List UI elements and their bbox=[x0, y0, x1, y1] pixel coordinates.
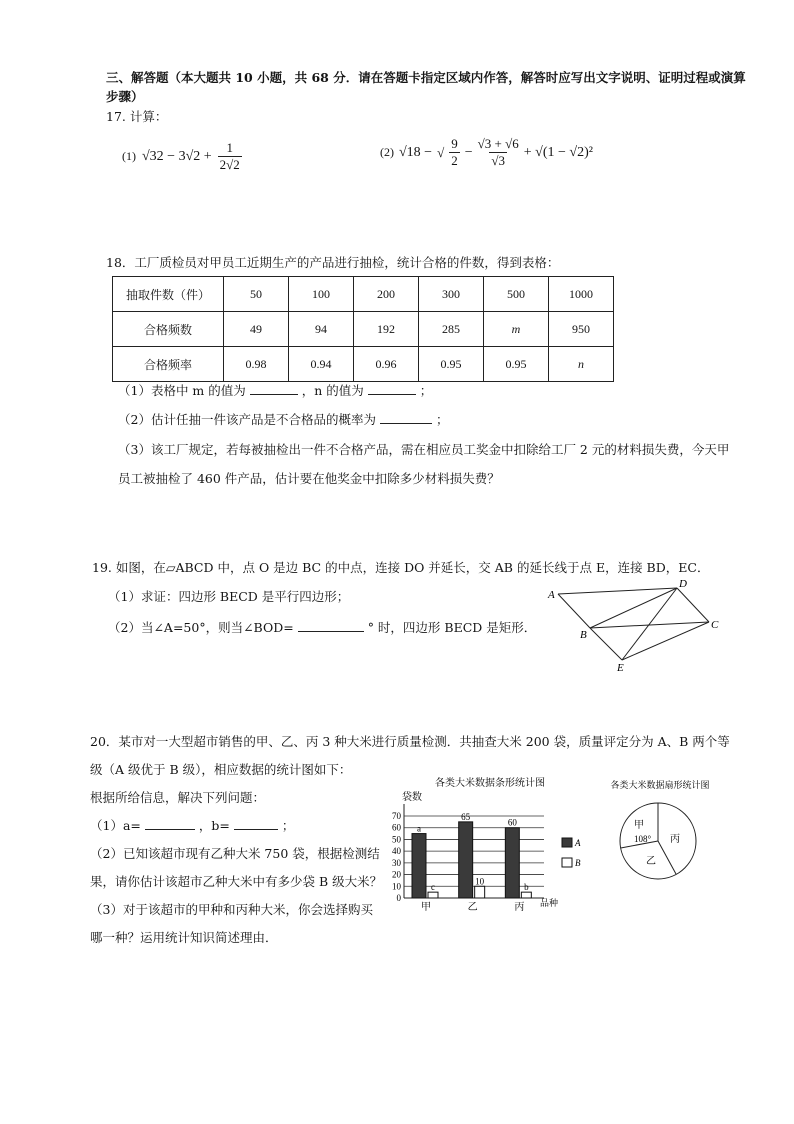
segment-dc bbox=[677, 588, 709, 622]
q18-n-blank[interactable] bbox=[368, 382, 416, 395]
chart-ylabel: 袋数 bbox=[402, 792, 422, 803]
q18-p2-text-a: （2）估计任抽一件该产品是不合格品的概率为 bbox=[118, 412, 376, 427]
point-b-label: B bbox=[580, 629, 587, 641]
table-cell: 100 bbox=[289, 277, 354, 312]
q20-b-blank[interactable] bbox=[234, 817, 278, 830]
bar-chart bbox=[372, 772, 602, 920]
q19-angle-blank[interactable] bbox=[298, 619, 364, 632]
q18-p1-text-a: （1）表格中 m 的值为 bbox=[118, 383, 246, 398]
bar-a-label: 60 bbox=[507, 817, 517, 828]
q17-p1-frac-den: 2√2 bbox=[219, 157, 240, 172]
q18-m-blank[interactable] bbox=[250, 382, 298, 395]
section-title bbox=[106, 68, 766, 106]
section-title-line1: 三、解答题（本大题共 10 小题，共 68 分．请在答题卡指定区域内作答，解答时应写出文字说明、证明过程或演算 bbox=[106, 70, 746, 85]
segment-ad bbox=[558, 588, 677, 594]
table-cell: n bbox=[549, 347, 614, 382]
table-cell: 0.96 bbox=[354, 347, 419, 382]
bar-a bbox=[459, 822, 473, 898]
q20-p1-text-b: ，b= bbox=[198, 818, 230, 833]
q17-p2-expr-b: + √(1 − √2)² bbox=[523, 144, 593, 160]
q17-p2-fraction2 bbox=[478, 136, 519, 169]
table-row bbox=[113, 277, 614, 312]
q18-p2-text-b: ； bbox=[435, 412, 449, 427]
pie-title: 各类大米数据扇形统计图 bbox=[610, 780, 710, 790]
point-d-label: D bbox=[679, 580, 687, 590]
chart-xlabel: 品种 bbox=[540, 898, 559, 908]
q17-part2: (2) √18 − √ $\frac{9}{2}$ − $\frac{√3 + √6}{√3}$ + √(1 − √2)² bbox=[380, 136, 593, 168]
table-cell: 285 bbox=[419, 312, 484, 347]
table-head-cell: 合格频率 bbox=[113, 347, 224, 382]
q18-part3-line1: （3）该工厂规定，若每被抽检出一件不合格产品，需在相应员工奖金中扣除给工厂 2 元的材料损失费，今天甲 bbox=[118, 442, 730, 457]
q20-part2-line2: 果，请你估计该超市乙种大米中有多少袋 B 级大米？ bbox=[90, 874, 383, 889]
point-e-label: E bbox=[617, 662, 624, 672]
q20-part1 bbox=[90, 817, 294, 835]
table-cell: 300 bbox=[419, 277, 484, 312]
y-tick-label: 50 bbox=[392, 834, 401, 845]
q19-figure bbox=[540, 580, 720, 672]
table-cell: 950 bbox=[549, 312, 614, 347]
x-category-label: 丙 bbox=[514, 902, 525, 913]
q20-stem-line2: 级（A 级优于 B 级），相应数据的统计图如下： bbox=[90, 762, 352, 777]
q19-p2-text-a: （2）当∠A=50°，则当∠BOD= bbox=[108, 620, 294, 635]
q18-part3-line2: 员工被抽检了 460 件产品，估计要在他奖金中扣除多少材料损失费？ bbox=[118, 471, 500, 486]
q20-intro: 根据所给信息，解决下列问题： bbox=[90, 790, 266, 805]
pie-label-bing: 丙 bbox=[670, 834, 680, 845]
q18-part2 bbox=[118, 411, 448, 429]
table-cell: 0.95 bbox=[419, 347, 484, 382]
q17-p1-num: (1) bbox=[122, 149, 136, 163]
q18-part1 bbox=[118, 382, 432, 400]
bar-a bbox=[505, 828, 519, 898]
segment-bc bbox=[590, 622, 709, 628]
q20-a-blank[interactable] bbox=[145, 817, 195, 830]
q17-p2-frac2-num: √3 + √6 bbox=[477, 136, 519, 151]
chart-title: 各类大米数据条形统计图 bbox=[435, 778, 545, 789]
y-tick-label: 70 bbox=[392, 811, 401, 821]
bar-b-label: b bbox=[524, 882, 529, 893]
bar-b-label: c bbox=[431, 882, 435, 893]
table-row bbox=[113, 347, 614, 382]
bar-a bbox=[412, 834, 426, 898]
q20-stem-line1: 20．某市对一大型超市销售的甲、乙、丙 3 种大米进行质量检测．共抽查大米 200 袋，质量评定分为 A、B 两个等 bbox=[90, 734, 730, 749]
q20-part2-line1: （2）已知该超市现有乙种大米 750 袋，根据检测结 bbox=[90, 846, 380, 861]
q17-p2-frac1-den: 2 bbox=[451, 153, 458, 168]
table-cell: 94 bbox=[289, 312, 354, 347]
table-cell: 49 bbox=[224, 312, 289, 347]
q17-p2-expr-a: √18 − bbox=[399, 144, 433, 160]
table-head-cell: 抽取件数（件） bbox=[113, 277, 224, 312]
y-tick-label: 30 bbox=[392, 857, 401, 868]
table-cell: 0.95 bbox=[484, 347, 549, 382]
legend-label: A bbox=[575, 838, 581, 848]
bar-a-label: a bbox=[417, 823, 421, 834]
q19-part2 bbox=[108, 619, 536, 637]
q20-part3-line2: 哪一种？运用统计知识简述理由． bbox=[90, 930, 278, 945]
legend-swatch bbox=[562, 838, 572, 847]
y-tick-label: 20 bbox=[392, 869, 401, 880]
y-tick-label: 0 bbox=[396, 893, 401, 903]
q20-part3-line1: （3）对于该超市的甲种和丙种大米，你会选择购买 bbox=[90, 902, 373, 917]
q18-stem: 18．工厂质检员对甲员工近期生产的产品进行抽检，统计合格的件数，得到表格： bbox=[106, 255, 560, 270]
table-row bbox=[113, 312, 614, 347]
q19-part1: （1）求证：四边形 BECD 是平行四边形； bbox=[108, 589, 350, 604]
y-tick-label: 40 bbox=[392, 846, 401, 857]
q18-p1-text-b: ，n 的值为 bbox=[301, 383, 364, 398]
q18-table bbox=[112, 276, 614, 382]
q17-label: 17. 计算： bbox=[106, 109, 168, 124]
bar-b bbox=[521, 892, 531, 898]
table-cell: 500 bbox=[484, 277, 549, 312]
pie-label-yi: 乙 bbox=[646, 856, 656, 867]
q17-p1-fraction bbox=[218, 140, 242, 173]
table-cell: m bbox=[484, 312, 549, 347]
bar-b bbox=[475, 886, 485, 898]
pie-label-jia: 甲 bbox=[634, 820, 644, 831]
table-cell: 192 bbox=[354, 312, 419, 347]
segment-ec bbox=[622, 622, 709, 660]
q20-p1-text-a: （1）a= bbox=[90, 818, 141, 833]
table-head-cell: 合格频数 bbox=[113, 312, 224, 347]
q17-p2-frac1-num: 9 bbox=[451, 136, 458, 151]
pie-chart bbox=[598, 776, 716, 888]
point-a-label: A bbox=[548, 589, 555, 601]
q19-p2-text-b: ° 时，四边形 BECD 是矩形． bbox=[367, 620, 537, 635]
point-c-label: C bbox=[711, 619, 719, 631]
bar-b bbox=[428, 892, 438, 898]
table-cell: 1000 bbox=[549, 277, 614, 312]
q20-p1-text-c: ； bbox=[281, 818, 295, 833]
q19-stem: 19. 如图，在▱ABCD 中，点 O 是边 BC 的中点，连接 DO 并延长，交 AB 的延长线于点 E，连接 BD，EC． bbox=[92, 560, 710, 575]
q18-probability-blank[interactable] bbox=[380, 411, 432, 424]
table-cell: 0.98 bbox=[224, 347, 289, 382]
q17-p2-fraction1 bbox=[449, 136, 460, 169]
q18-p1-text-c: ； bbox=[419, 383, 433, 398]
legend-label: B bbox=[575, 858, 581, 868]
pie-angle-label: 108° bbox=[634, 834, 652, 844]
q17-p2-num: (2) bbox=[380, 145, 394, 159]
x-category-label: 甲 bbox=[421, 902, 431, 913]
segment-ab bbox=[558, 594, 590, 628]
q17-p1-frac-num: 1 bbox=[226, 140, 233, 155]
table-cell: 50 bbox=[224, 277, 289, 312]
x-category-label: 乙 bbox=[467, 902, 478, 913]
legend-swatch bbox=[562, 858, 572, 867]
table-cell: 200 bbox=[354, 277, 419, 312]
y-tick-label: 10 bbox=[392, 881, 401, 892]
section-title-line2: 步骤） bbox=[106, 89, 144, 104]
y-tick-label: 60 bbox=[392, 822, 401, 833]
bar-b-label: 10 bbox=[475, 876, 485, 887]
q17-p1-expr: √32 − 3√2 + bbox=[142, 148, 212, 164]
bar-a-label: 65 bbox=[461, 811, 471, 822]
table-cell: 0.94 bbox=[289, 347, 354, 382]
q17-part1 bbox=[122, 140, 242, 173]
segment-be bbox=[590, 628, 622, 660]
pie-divider-bottom bbox=[658, 841, 676, 874]
segment-bd bbox=[590, 588, 677, 628]
q17-p2-frac2-den: √3 bbox=[491, 153, 506, 168]
